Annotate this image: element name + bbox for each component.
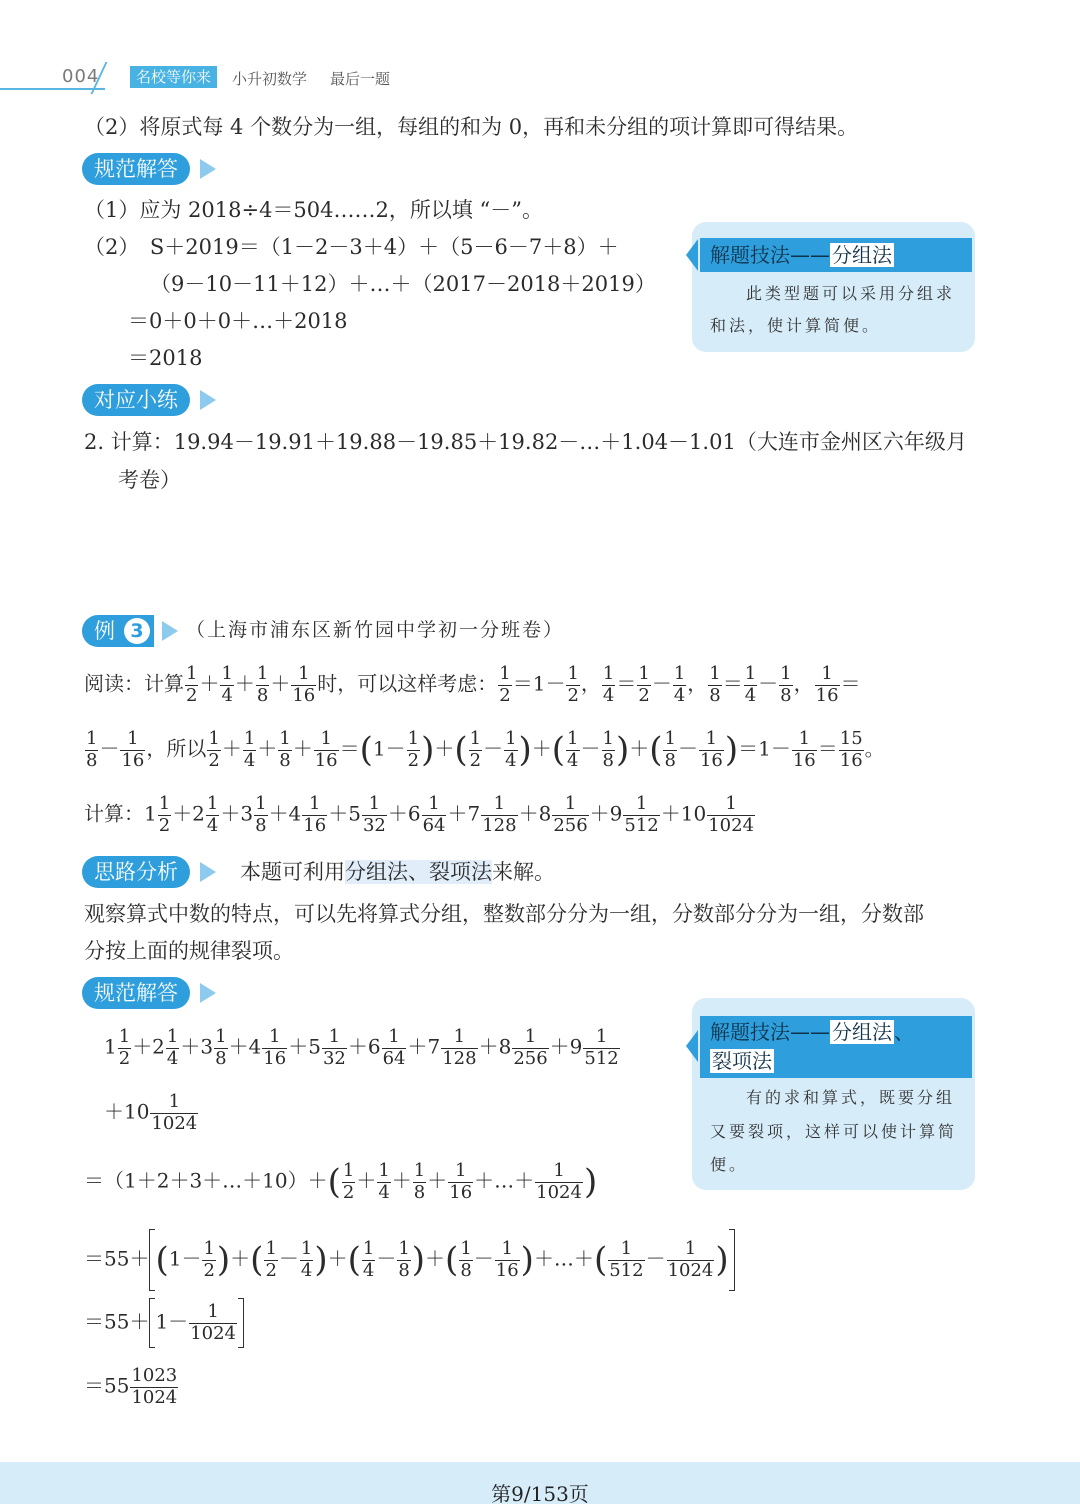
solution-step-1: 1 $\frac{1}{2}$ ＋2 $\frac{1}{4}$ ＋3 $\frac{1}{8}$ ＋4 $\frac{1}{16}$ ＋5 $\frac{1}{32}$ ＋6 $\frac{1}{64}$ ＋7 $\frac{1}{128}$ ＋8 $\frac{1}{256}$ ＋9 $\frac{1}{512}$ bbox=[104, 1026, 619, 1069]
answer-2-line-a: （2） S＋2019＝（1－2－3＋4）＋（5－6－7＋8）＋ bbox=[84, 235, 619, 259]
arrow-icon bbox=[200, 862, 216, 882]
observation-line-b: 分按上面的规律裂项。 bbox=[84, 939, 294, 963]
solution-final: ＝55 $\frac{1023}{1024}$ bbox=[84, 1365, 178, 1408]
reading-line-2: $\frac{1}{8}$ － $\frac{1}{16}$ ，所以 $\frac{1}{2}$ ＋ $\frac{1}{4}$ ＋ $\frac{1}{8}$ ＋ $\frac{1}{16}$ ＝(1－ $\frac{1}{2}$ )＋( $\frac{1}{2}$ － $\frac{1}{4}$ )＋( $\frac{1}{4}$ － $\frac{1}{8}$ )＋( $\frac{1}{8}$ － $\frac{1}{16}$ )＝1－ $\frac{1}{16}$ ＝ $\frac{15}{16}$ 。 bbox=[86, 728, 885, 771]
solution-step-3: ＝55＋ (1－ $\frac{1}{2}$ )＋( $\frac{1}{2}$ － $\frac{1}{4}$ )＋( $\frac{1}{4}$ － $\frac{1}{8}$ )＋( $\frac{1}{8}$ － $\frac{1}{16}$ )＋…＋( $\frac{1}{512}$ － $\frac{1}{1024}$ ) bbox=[84, 1229, 735, 1291]
calc-question: 计算：1 $\frac{1}{2}$ ＋2 $\frac{1}{4}$ ＋3 $\frac{1}{8}$ ＋4 $\frac{1}{16}$ ＋5 $\frac{1}{32}$ ＋6 $\frac{1}{64}$ ＋7 $\frac{1}{128}$ ＋8 $\frac{1}{256}$ ＋9 $\frac{1}{512}$ ＋10 $\frac{1}{1024}$ bbox=[84, 793, 755, 836]
reading-mid: 时，可以这样考虑： bbox=[317, 671, 498, 696]
page-number: 004 bbox=[62, 66, 100, 87]
tip-heading-highlight: 分组法 bbox=[832, 243, 892, 267]
solution-step-2: ＝（1＋2＋3＋…＋10）＋( $\frac{1}{2}$ ＋ $\frac{1}{4}$ ＋ $\frac{1}{8}$ ＋ $\frac{1}{16}$ ＋…＋ $\frac{1}{1024}$ ) bbox=[84, 1160, 598, 1203]
tip-box-2-line-3: 便。 bbox=[710, 1155, 749, 1174]
practice-question-line-a: 2. 计算：19.94－19.91＋19.88－19.85＋19.82－…＋1.04－1.01（大连市金州区六年级月 bbox=[84, 430, 967, 454]
answer-2-line-b: （9－10－11＋12）＋…＋（2017－2018＋2019） bbox=[150, 272, 656, 296]
reading-line-1: 阅读：计算 $\frac{1}{2}$ ＋ $\frac{1}{4}$ ＋ $\frac{1}{8}$ ＋ $\frac{1}{16}$ 时，可以这样考虑： $\frac{1}{2}$ ＝1－ $\frac{1}{2}$ ， $\frac{1}{4}$ ＝ $\frac{1}{2}$ － $\frac{1}{4}$ ， $\frac{1}{8}$ ＝ $\frac{1}{4}$ － $\frac{1}{8}$ ， $\frac{1}{16}$ ＝ bbox=[84, 663, 861, 706]
tip-notch bbox=[686, 239, 698, 271]
practice-question-line-b: 考卷） bbox=[118, 468, 181, 492]
step-55-b: ＝55＋ bbox=[84, 1309, 150, 1334]
arrow-icon bbox=[200, 983, 216, 1003]
arrow-icon bbox=[162, 621, 178, 641]
label-practice: 对应小练 bbox=[82, 384, 190, 416]
tip-heading-highlight-2: 裂项法 bbox=[712, 1049, 772, 1073]
step-sum-ints: ＝（1＋2＋3＋…＋10）＋ bbox=[84, 1168, 328, 1193]
answer-2-line-c: ＝0＋0＋0＋…＋2018 bbox=[128, 309, 348, 333]
arrow-icon bbox=[200, 390, 216, 410]
tip-heading-text: 解题技法—— bbox=[710, 1020, 830, 1044]
reading-so: ，所以 bbox=[146, 736, 207, 761]
step-final-eq: ＝55 bbox=[84, 1373, 130, 1398]
solution-step-1b: ＋10 $\frac{1}{1024}$ bbox=[104, 1091, 198, 1134]
header-rule bbox=[0, 88, 105, 90]
label-standard-answer-2: 规范解答 bbox=[82, 977, 190, 1009]
tip-heading-sep: 、 bbox=[894, 1020, 914, 1044]
thinking-text-b: 来解。 bbox=[492, 860, 555, 884]
answer-2-line-d: ＝2018 bbox=[128, 346, 203, 370]
reading-prefix: 阅读：计算 bbox=[84, 671, 184, 696]
label-thinking: 思路分析 bbox=[82, 856, 190, 888]
book-subtitle: 小升初数学 bbox=[232, 70, 308, 88]
example-number: 3 bbox=[124, 618, 150, 644]
solution-step-4: ＝55＋ 1－ $\frac{1}{1024}$ bbox=[84, 1298, 244, 1348]
thinking-text bbox=[240, 862, 555, 883]
tip-box-2-heading bbox=[700, 1016, 972, 1078]
thinking-text-highlight: 分组法、裂项法 bbox=[345, 860, 492, 884]
answer-1: （1）应为 2018÷4＝504……2，所以填 “－”。 bbox=[84, 198, 544, 222]
tip-box-2-line-2: 又要裂项，这样可以使计算简 bbox=[710, 1122, 958, 1141]
tip-heading-text: 解题技法—— bbox=[710, 243, 830, 267]
hint-line-2: （2）将原式每 4 个数分为一组，每组的和为 0，再和未分组的项计算即可得结果。 bbox=[84, 115, 859, 139]
footer-page-indicator: 第9/153页 bbox=[491, 1482, 589, 1506]
example-label-text: 例 bbox=[94, 619, 115, 643]
tip-heading-highlight: 分组法 bbox=[832, 1020, 892, 1044]
book-subtitle-2: 最后一题 bbox=[330, 70, 391, 88]
brand-badge: 名校等你来 bbox=[130, 66, 217, 88]
tip-box-1-line-1: 此类型题可以采用分组求 bbox=[746, 284, 956, 303]
tip-box-1-line-2: 和法，使计算简便。 bbox=[710, 316, 882, 335]
example-source: （上海市浦东区新竹园中学初一分班卷） bbox=[186, 619, 565, 641]
label-standard-answer-1: 规范解答 bbox=[82, 153, 190, 185]
thinking-text-a: 本题可利用 bbox=[240, 860, 345, 884]
calc-label: 计算： bbox=[84, 801, 144, 826]
step-55-a: ＝55＋ bbox=[84, 1246, 150, 1271]
observation-line-a: 观察算式中数的特点，可以先将算式分组，整数部分分为一组，分数部分分为一组，分数部 bbox=[84, 902, 924, 926]
tip-notch bbox=[686, 1030, 698, 1062]
tip-box-1-heading bbox=[700, 238, 972, 272]
arrow-icon bbox=[200, 159, 216, 179]
tip-box-2-line-1: 有的求和算式，既要分组 bbox=[746, 1088, 956, 1107]
